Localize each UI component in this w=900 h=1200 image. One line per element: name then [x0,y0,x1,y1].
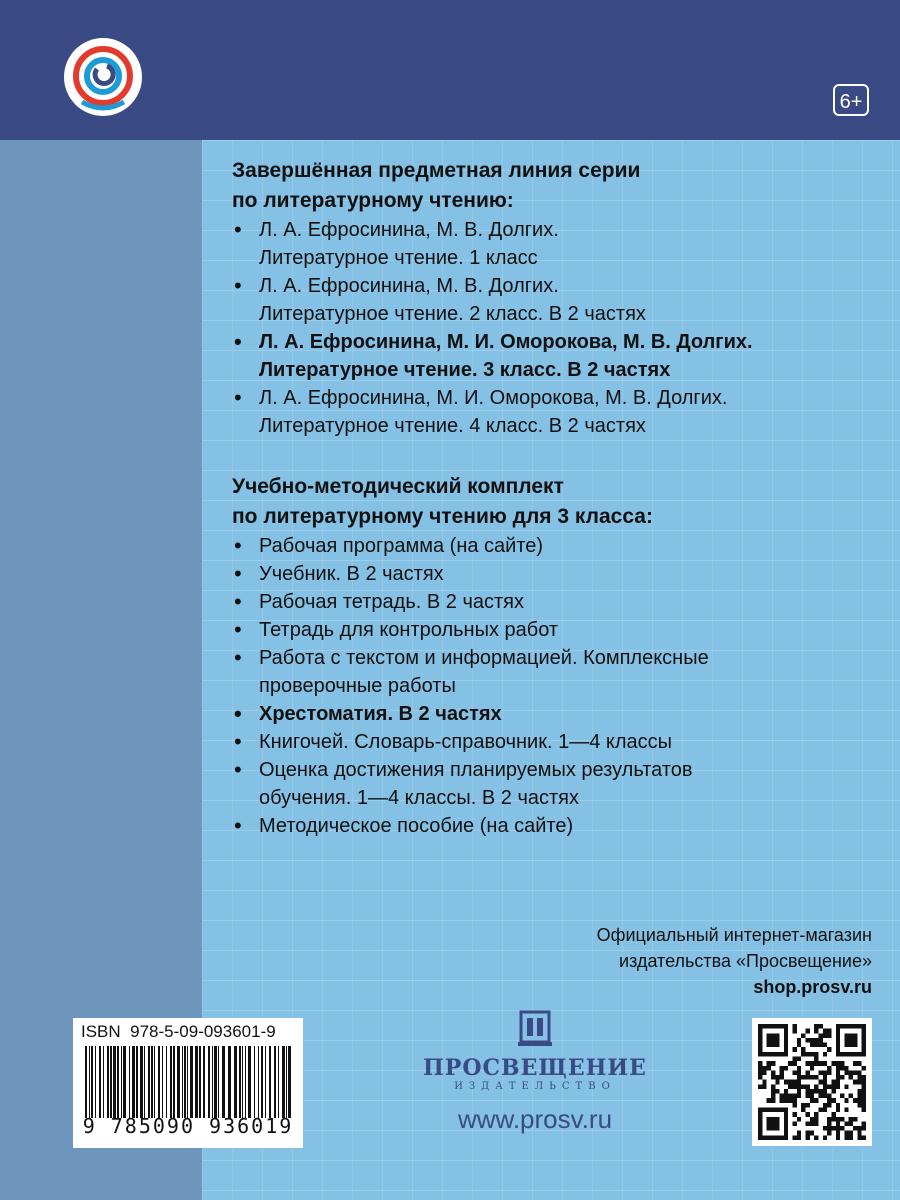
series-item-line1: Л. А. Ефросинина, М. В. Долгих. [259,275,559,297]
kit-item-line1: Оценка достижения планируемых результатов [259,759,693,781]
kit-item [232,644,872,700]
kit-item [232,728,872,756]
series-heading-line2: по литературному чтению: [232,189,514,212]
kit-item [232,532,872,560]
kit-item [232,560,872,588]
series-list [232,216,872,440]
series-item-line2: Литературное чтение. 2 класс. В 2 частях [259,303,646,325]
series-heading [232,156,872,216]
barcode-icon [83,1046,293,1118]
kit-item-line1: Хрестоматия. В 2 частях [259,703,502,725]
series-item-line1: Л. А. Ефросинина, М. В. Долгих. [259,219,559,241]
content-text [232,156,872,840]
kit-item-line1: Работа с текстом и информацией. Комплексные [259,647,709,669]
isbn-number: 978-5-09-093601-9 [130,1022,276,1041]
shop-url[interactable]: shop.prosv.ru [753,977,872,997]
publisher-subtitle: ИЗДАТЕЛЬСТВО [454,1081,616,1092]
kit-item-line1: Книгочей. Словарь-справочник. 1—4 классы [259,731,673,753]
kit-heading [232,472,872,532]
series-item-line1: Л. А. Ефросинина, М. И. Оморокова, М. В. Долгих. [259,387,728,409]
age-rating-text: 6+ [839,91,863,113]
publisher-website[interactable]: www.prosv.ru [457,1104,613,1134]
kit-heading-line1: Учебно-методический комплект [232,475,564,498]
kit-item-line1: Рабочая тетрадь. В 2 частях [259,591,524,613]
isbn-barcode-block [73,1018,303,1148]
isbn-prefix: ISBN [81,1022,121,1041]
series-item-line1: Л. А. Ефросинина, М. И. Оморокова, М. В. Долгих. [259,331,753,353]
shop-line2: издательства «Просвещение» [619,951,872,971]
qr-code-icon[interactable] [758,1024,866,1140]
kit-item-line2: проверочные работы [259,675,456,697]
kit-item-line1: Рабочая программа (на сайте) [259,535,544,557]
series-heading-line1: Завершённая предметная линия серии [232,159,641,182]
kit-item [232,812,872,840]
series-item-line2: Литературное чтение. 4 класс. В 2 частях [259,415,646,437]
series-item [232,384,872,440]
kit-item [232,756,872,812]
series-item-line2: Литературное чтение. 3 класс. В 2 частях [259,359,671,381]
kit-item-line2: обучения. 1—4 классы. В 2 частях [259,787,580,809]
kit-item-current [232,700,872,728]
kit-item-line1: Тетрадь для контрольных работ [259,619,559,641]
series-item [232,272,872,328]
kit-item [232,616,872,644]
kit-item-line1: Методическое пособие (на сайте) [259,815,574,837]
series-item-current [232,328,872,384]
shop-info [597,922,872,1000]
publisher-name: ПРОСВЕЩЕНИЕ [423,1055,647,1081]
publisher-logo-icon [515,1008,555,1048]
age-rating-badge [833,84,869,116]
series-item-line2: Литературное чтение. 1 класс [259,247,538,269]
kit-item-line1: Учебник. В 2 частях [259,563,444,585]
kit-heading-line2: по литературному чтению для 3 класса: [232,505,653,528]
publisher-block [420,1008,650,1135]
barcode-digits: 9 785090 936019 [82,1114,294,1138]
series-item [232,216,872,272]
series-logo-icon [62,36,144,118]
shop-line1: Официальный интернет-магазин [596,925,872,945]
isbn-label [81,1022,295,1042]
kit-item [232,588,872,616]
kit-list [232,532,872,840]
qr-code-block [752,1018,872,1146]
